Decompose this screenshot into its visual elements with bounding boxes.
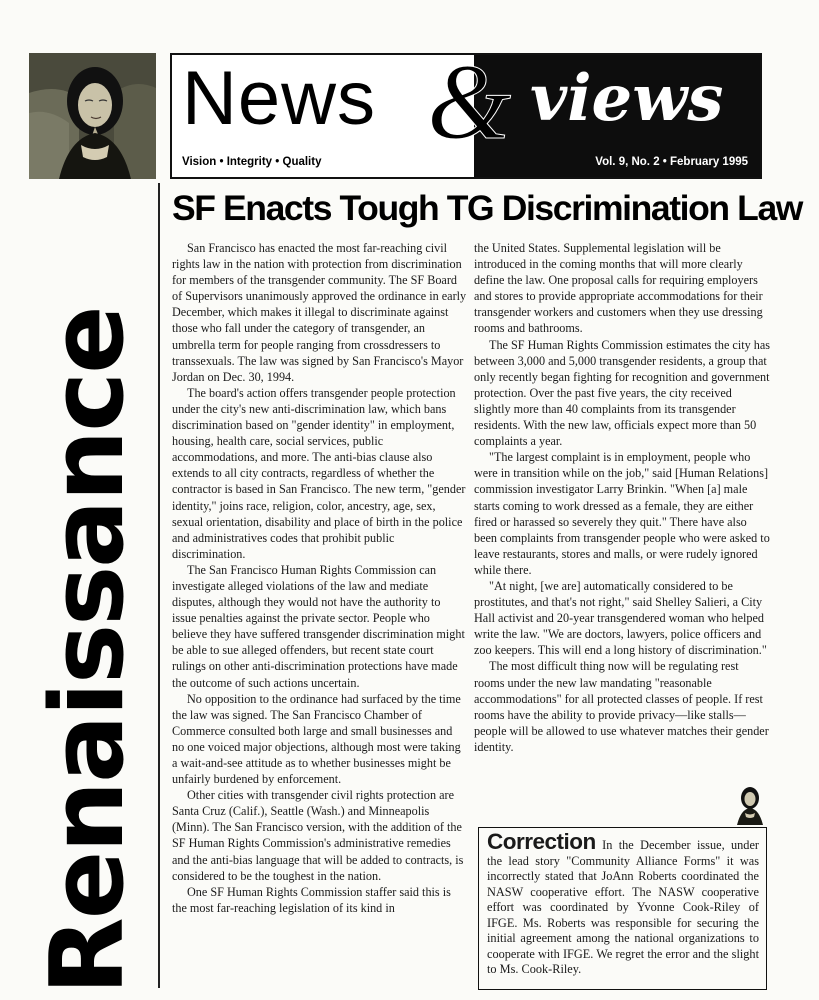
vertical-divider (158, 183, 160, 988)
article-paragraph: Other cities with transgender civil rights protection are Santa Cruz (Calif.), Seattle (Wash.) and Minneapolis (Minn). The San Francisco version, with the addition of the SF Human Rights Commission's administrative remedies and the anti-bias language that will be added to contracts, is considered to be the toughest in the nation. (172, 788, 464, 883)
publication-name-vertical: Renaissance (28, 307, 146, 995)
masthead-tagline: Vision • Integrity • Quality (182, 156, 322, 168)
article-column-2 (474, 240, 770, 755)
end-of-story-mona-icon (733, 785, 767, 825)
correction-box (478, 827, 767, 990)
article-paragraph: No opposition to the ordinance had surfaced by the time the law was signed. The San Francisco Chamber of Commerce consulted both large and small businesses and no one voiced major objections, although most were taking a wait-and-see attitude as to whether businesses might be unfairly burdened by enforcement. (172, 691, 461, 787)
article-paragraph: San Francisco has enacted the most far-reaching civil rights law in the nation with protection from discrimination for members of the transgender community. The SF Board of Supervisors unanimously approved the ordinance in early December, which makes it illegal to discriminate against those who fall under the category of transgender, an umbrella term for people ranging from crossdressers to transsexuals. The law was signed by San Francisco's Mayor Jordan on Dec. 30, 1994. (172, 241, 467, 384)
article-paragraph: "At night, [we are] automatically considered to be prostitutes, and that's not right," said Shelley Salieri, a City Hall activist and 20-year transgendered woman who helped write the law. "We are doctors, lawyers, police officers and zoo keepers. This will end a long history of discrimination." (474, 578, 767, 658)
article-column-1 (172, 240, 467, 916)
article-paragraph: One SF Human Rights Commission staffer said this is the most far-reaching legislation of its kind in (172, 884, 451, 915)
article-paragraph: "The largest complaint is in employment, people who were in transition while on the job," said [Human Relations] commission investigator Larry Brinkin. "When [a] male starts coming to work dressed as a female, they are either fired or harassed so severely they quit." There have also been complaints from transgender people who were asked to leave restaurants, stores and malls, or were rudely ignored while there. (474, 450, 770, 577)
masthead-ampersand: & (427, 43, 512, 162)
portrait-illustration (29, 53, 156, 179)
article-paragraph-continued: the United States. Supplemental legislation will be introduced in the coming months that will more clearly define the law. One proposal calls for requiring employers and stores to provide appropriate accommodations for their transgender workers and customers when they use dressing rooms and bathrooms. (474, 241, 763, 336)
masthead-title-views: views (530, 61, 724, 136)
article-paragraph: The San Francisco Human Rights Commission can investigate alleged violations of the law and mediate disputes, although they would not have the authority to issue penalties against the private sector. People who believe they have suffered transgender discrimination might be able to sue alleged offenders, but recent state court rulings on other anti-discrimination protections have made the outcome of such actions uncertain. (172, 562, 465, 690)
mona-lisa-portrait (29, 53, 156, 179)
article-paragraph: The most difficult thing now will be regulating rest rooms under the new law mandating "reasonable accommodations" for all protected classes of people. If rest rooms have the ability to provide privacy—like stalls—people will be allowed to use whatever matches their gender identity. (474, 659, 769, 754)
article-headline: SF Enacts Tough TG Discrimination Law (172, 188, 802, 228)
article-paragraph: The board's action offers transgender people protection under the city's new anti-discrimination law, which bans discrimination based on "gender identity" in employment, housing, health care, social services, public accommodations, and more. The anti-bias clause also extends to all city contracts, regardless of whether the contractor is based in San Francisco. The new term, "gender identity," joins race, religion, color, ancestry, age, sex, sexual orientation, disability and place of birth in the police and administratives codes that prohibit public discrimination. (172, 385, 466, 561)
article-paragraph: The SF Human Rights Commission estimates the city has between 3,000 and 5,000 transgender residents, a group that only recently began fighting for recognition and government protection. Over the past five years, the city received slightly more than 40 complaints from its transgender residents. With the new law, officials expect more than 50 complaints a year. (474, 337, 770, 449)
correction-text: In the December issue, under the lead story "Community Alliance Forms" it was incorrectly stated that JoAnn Roberts coordinated the NASW cooperative effort. The NASW cooperative effort was coordinated by Yvonne Cook-Riley of IFGE. Ms. Roberts was responsible for securing the initial agreement among the national organizations to cooperate with IFGE. We regret the error and the slight to Ms. Cook-Riley. (487, 838, 759, 976)
masthead-title-news: News (182, 56, 377, 141)
issue-info: Vol. 9, No. 2 • February 1995 (595, 156, 748, 168)
correction-heading: Correction (487, 829, 596, 854)
masthead (170, 43, 762, 179)
